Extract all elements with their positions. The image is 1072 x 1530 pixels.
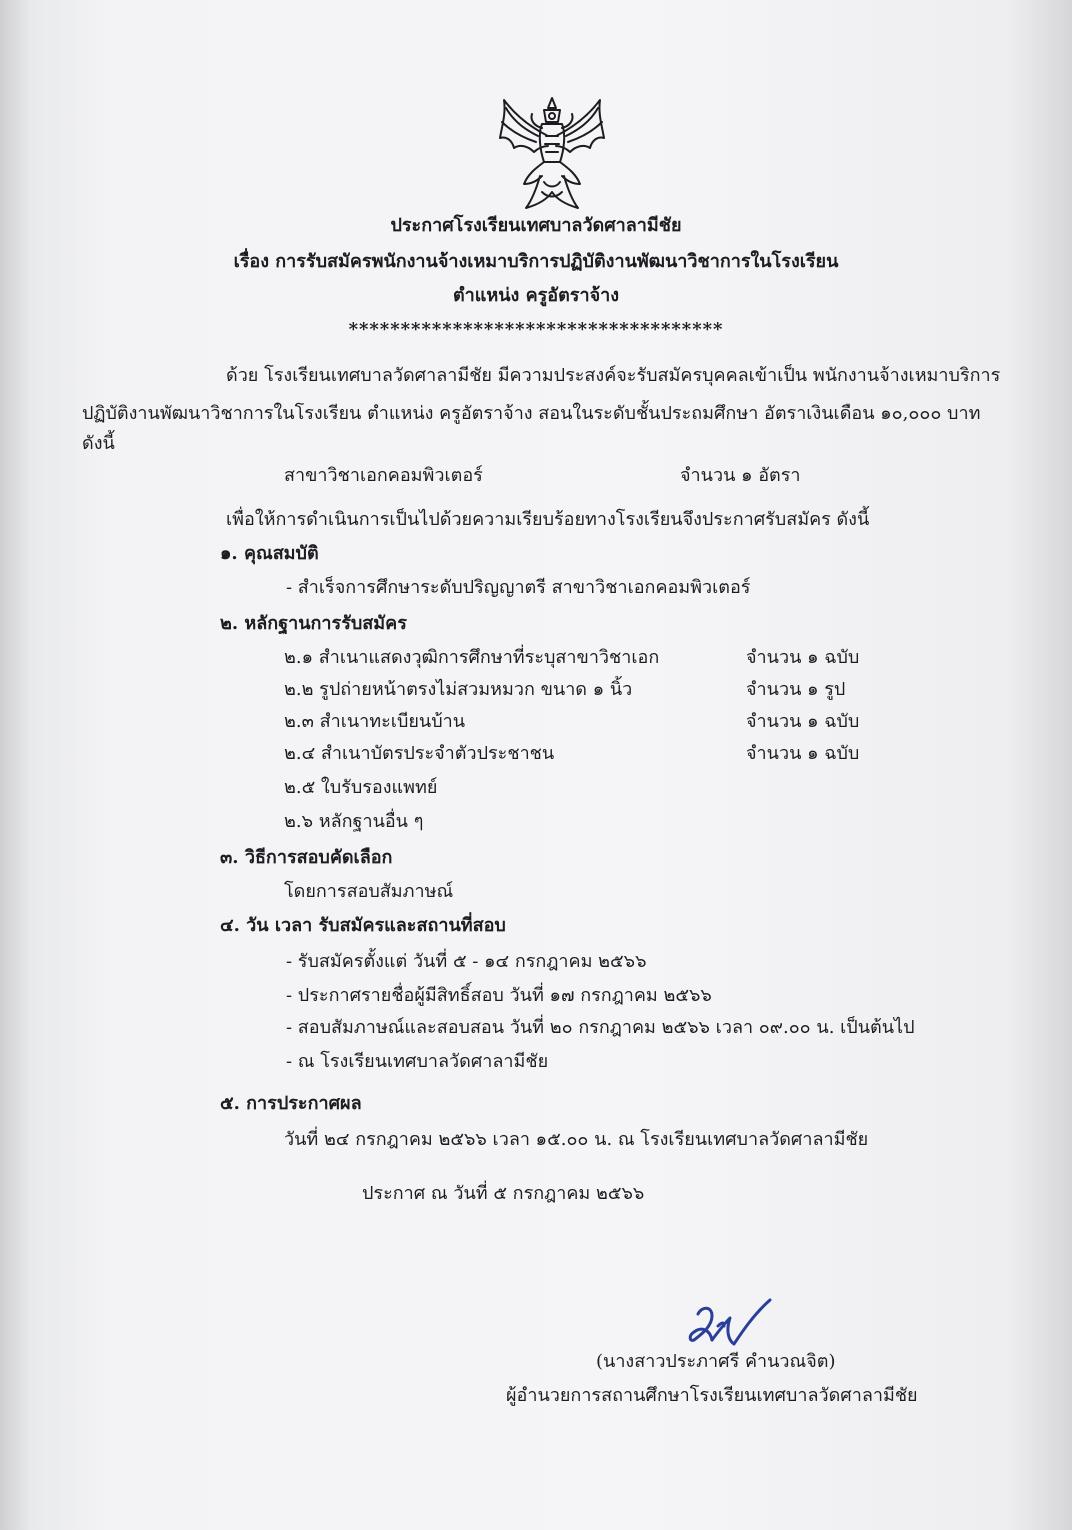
schedule-item: - ณ โรงเรียนเทศบาลวัดศาลามีชัย xyxy=(286,1051,549,1072)
evidence-item: ๒.๔ สำเนาบัตรประจำตัวประชาชน xyxy=(284,743,555,764)
vacancy-field: สาขาวิชาเอกคอมพิวเตอร์ xyxy=(284,465,483,486)
schedule-item: - รับสมัครตั้งแต่ วันที่ ๕ - ๑๔ กรกฎาคม ๒๕๖๖ xyxy=(286,951,647,972)
announcement-title: ประกาศโรงเรียนเทศบาลวัดศาลามีชัย xyxy=(390,215,682,236)
evidence-item: ๒.๖ หลักฐานอื่น ๆ xyxy=(284,811,424,832)
garuda-emblem-icon xyxy=(492,92,612,214)
section-1-heading: ๑. คุณสมบัติ xyxy=(220,543,319,564)
intro-line-3: ดังนี้ xyxy=(82,433,115,454)
section-2-heading: ๒. หลักฐานการรับสมัคร xyxy=(220,613,407,634)
section-3-heading: ๓. วิธีการสอบคัดเลือก xyxy=(220,847,393,868)
intro-line-1: ด้วย โรงเรียนเทศบาลวัดศาลามีชัย มีความประสงค์จะรับสมัครบุคคลเข้าเป็น พนักงานจ้างเหมาบริการ xyxy=(226,365,1001,386)
signer-name: (นางสาวประภาศรี คำนวณจิต) xyxy=(596,1351,836,1372)
announcement-position: ตำแหน่ง ครูอัตราจ้าง xyxy=(452,285,620,306)
evidence-item: ๒.๒ รูปถ่ายหน้าตรงไม่สวมหมวก ขนาด ๑ นิ้ว xyxy=(284,679,633,700)
separator-stars: ************************************ xyxy=(348,319,724,340)
schedule-item: - สอบสัมภาษณ์และสอบสอน วันที่ ๒๐ กรกฎาคม ๒๕๖๖ เวลา ๐๙.๐๐ น. เป็นต้นไป xyxy=(286,1017,915,1038)
announcement-subject: เรื่อง การรับสมัครพนักงานจ้างเหมาบริการปฏิบัติงานพัฒนาวิชาการในโรงเรียน xyxy=(233,251,839,272)
signature-icon xyxy=(672,1296,782,1356)
evidence-qty: จำนวน ๑ ฉบับ xyxy=(746,743,860,764)
purpose-text: เพื่อให้การดำเนินการเป็นไปด้วยความเรียบร้อยทางโรงเรียนจึงประกาศรับสมัคร ดังนี้ xyxy=(226,509,870,530)
section-1-item: - สำเร็จการศึกษาระดับปริญญาตรี สาขาวิชาเอกคอมพิวเตอร์ xyxy=(286,577,751,598)
signer-title: ผู้อำนวยการสถานศึกษาโรงเรียนเทศบาลวัดศาลามีชัย xyxy=(506,1385,918,1406)
evidence-item: ๒.๑ สำเนาแสดงวุฒิการศึกษาที่ระบุสาขาวิชาเอก xyxy=(284,647,660,668)
intro-line-2: ปฏิบัติงานพัฒนาวิชาการในโรงเรียน ตำแหน่ง ครูอัตราจ้าง สอนในระดับชั้นประถมศึกษา อัตราเงินเดือน ๑๐,๐๐๐ บาท xyxy=(82,403,981,424)
schedule-item: - ประกาศรายชื่อผู้มีสิทธิ์สอบ วันที่ ๑๗ กรกฎาคม ๒๕๖๖ xyxy=(286,985,712,1006)
vacancy-count: จำนวน ๑ อัตรา xyxy=(680,465,801,486)
evidence-item: ๒.๓ สำเนาทะเบียนบ้าน xyxy=(284,711,466,732)
evidence-qty: จำนวน ๑ ฉบับ xyxy=(746,711,860,732)
evidence-item: ๒.๕ ใบรับรองแพทย์ xyxy=(284,777,438,798)
announcement-date: ประกาศ ณ วันที่ ๕ กรกฎาคม ๒๕๖๖ xyxy=(362,1183,645,1204)
section-3-item: โดยการสอบสัมภาษณ์ xyxy=(284,881,454,902)
section-5-item: วันที่ ๒๔ กรกฎาคม ๒๕๖๖ เวลา ๑๕.๐๐ น. ณ โรงเรียนเทศบาลวัดศาลามีชัย xyxy=(284,1129,869,1150)
section-4-heading: ๔. วัน เวลา รับสมัครและสถานที่สอบ xyxy=(220,915,506,936)
evidence-qty: จำนวน ๑ รูป xyxy=(746,679,846,700)
section-5-heading: ๕. การประกาศผล xyxy=(220,1093,362,1114)
evidence-qty: จำนวน ๑ ฉบับ xyxy=(746,647,860,668)
